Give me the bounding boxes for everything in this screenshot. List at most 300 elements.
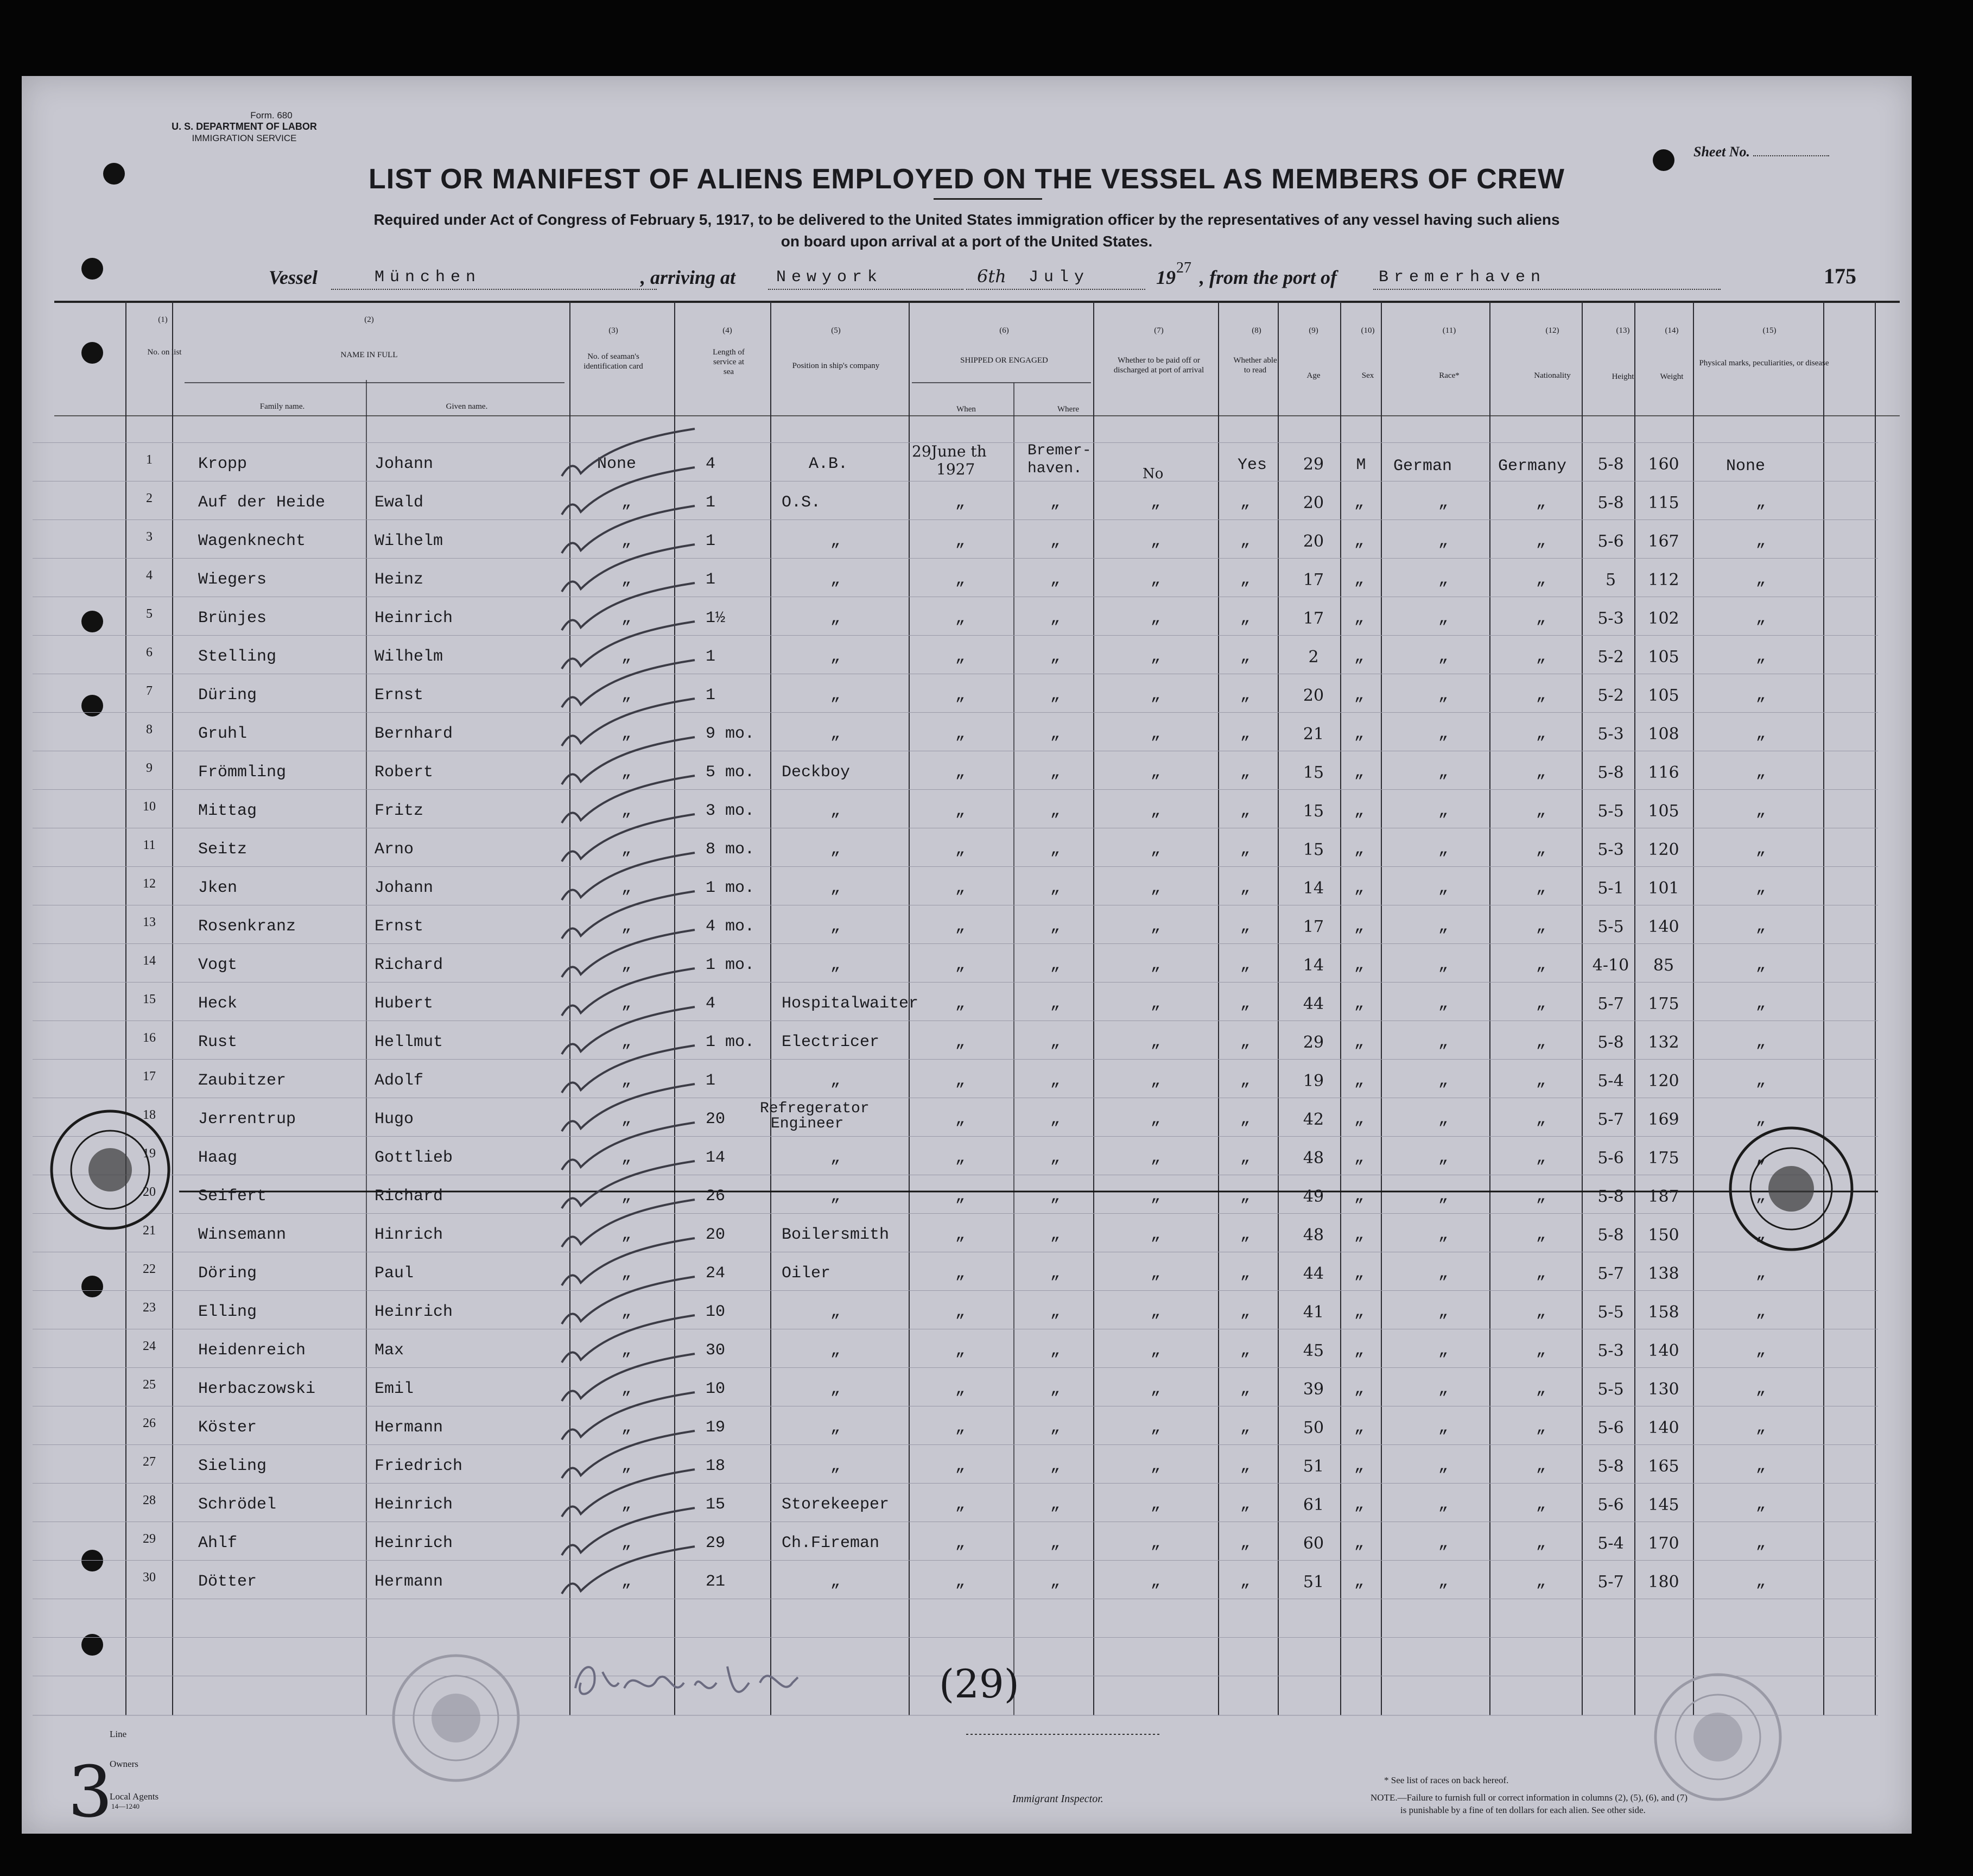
age: 44: [1303, 994, 1324, 1013]
position-ditto: „: [830, 648, 841, 666]
age: 50: [1303, 1418, 1324, 1437]
paid-off-ditto: „: [1151, 1149, 1161, 1167]
race-ditto: „: [1438, 725, 1449, 743]
family-name: Mittag: [198, 802, 257, 820]
sex-ditto: „: [1354, 802, 1365, 820]
row-number: 21: [143, 1224, 156, 1238]
race-ditto: „: [1438, 1149, 1449, 1167]
id-card-ditto: „: [621, 879, 632, 897]
total-count: (29): [939, 1661, 1019, 1707]
marks-ditto: „: [1756, 609, 1766, 628]
weight: 180: [1648, 1573, 1679, 1592]
shipped-when-ditto: „: [955, 493, 966, 512]
marks-ditto: „: [1756, 1418, 1766, 1437]
family-name: Wagenknecht: [198, 532, 306, 550]
shipped-where-ditto: „: [1050, 1341, 1061, 1360]
shipped-where-ditto: „: [1050, 686, 1061, 705]
read-ditto: „: [1240, 532, 1251, 550]
nationality-ditto: „: [1536, 1149, 1546, 1167]
col13-number: (13): [1616, 326, 1630, 335]
height: 5-8: [1597, 455, 1624, 474]
length-of-service: 19: [706, 1418, 726, 1437]
family-name: Herbaczowski: [198, 1380, 316, 1398]
marks-ditto: „: [1756, 802, 1766, 820]
height: 5-8: [1597, 1457, 1624, 1476]
id-card-ditto: „: [621, 1573, 632, 1591]
shipped-where-ditto: „: [1050, 725, 1061, 743]
family-name: Frömmling: [198, 763, 287, 782]
arrival-year-suffix: 27: [1176, 259, 1191, 276]
given-name: Ernst: [375, 686, 424, 705]
nationality-ditto: „: [1536, 1380, 1546, 1398]
marks-ditto: „: [1756, 1264, 1766, 1283]
read-ditto: „: [1240, 725, 1251, 743]
position-ditto: „: [830, 1149, 841, 1167]
length-of-service: 1½: [706, 609, 726, 628]
given-name: Hubert: [375, 994, 434, 1013]
weight: 120: [1648, 1072, 1679, 1091]
given-name: Hinrich: [375, 1226, 443, 1244]
shipped-where-1: Bremer-: [1027, 442, 1092, 459]
row-number: 27: [143, 1455, 156, 1469]
height: 4-10: [1592, 956, 1629, 975]
age: 39: [1303, 1380, 1324, 1399]
given-name: Heinrich: [375, 609, 453, 628]
shipped-where-ditto: „: [1050, 802, 1061, 820]
sex-ditto: „: [1354, 1573, 1365, 1591]
race-ditto: „: [1438, 1033, 1449, 1051]
shipped-when-ditto: „: [955, 1033, 966, 1051]
family-name: Sieling: [198, 1457, 267, 1475]
read-ditto: „: [1240, 763, 1251, 782]
nationality-ditto: „: [1536, 1072, 1546, 1090]
col11-number: (11): [1442, 326, 1456, 335]
col12-header: Nationality: [1534, 371, 1571, 380]
shipped-where-ditto: „: [1050, 1380, 1061, 1398]
given-name: Wilhelm: [375, 648, 443, 666]
marks-ditto: „: [1756, 686, 1766, 705]
given-name: Adolf: [375, 1072, 424, 1090]
given-name: Ewald: [375, 493, 424, 512]
height: 5-7: [1597, 994, 1624, 1013]
col15-header: Physical marks, peculiarities, or disease: [1699, 359, 1829, 367]
length-of-service: 21: [706, 1573, 726, 1591]
shipped-where-ditto: „: [1050, 1033, 1061, 1051]
arrival-month: July: [1029, 268, 1090, 287]
shipped-when-ditto: „: [955, 1418, 966, 1437]
punch-hole: [81, 695, 103, 717]
length-of-service: 5 mo.: [706, 763, 755, 782]
height: 5-8: [1597, 1033, 1624, 1052]
paid-off-ditto: „: [1151, 571, 1161, 589]
marks-ditto: „: [1756, 763, 1766, 782]
inspector-signature: [564, 1650, 868, 1715]
sex-ditto: „: [1354, 994, 1365, 1013]
nationality-ditto: „: [1536, 1457, 1546, 1475]
nationality-ditto: „: [1536, 879, 1546, 897]
arrival-day: 6th: [977, 266, 1006, 287]
weight: 132: [1648, 1033, 1679, 1052]
nationality-ditto: „: [1536, 1341, 1546, 1360]
length-of-service: 1: [706, 648, 716, 666]
age: 19: [1303, 1072, 1324, 1091]
shipped-where-ditto: „: [1050, 1072, 1061, 1090]
family-name: Gruhl: [198, 725, 248, 743]
family-name: Auf der Heide: [198, 493, 326, 512]
read-ditto: „: [1240, 1033, 1251, 1051]
shipped-where-ditto: „: [1050, 1573, 1061, 1591]
position: Boilersmith: [782, 1226, 890, 1244]
shipped-where-ditto: „: [1050, 648, 1061, 666]
paid-off-ditto: „: [1151, 1033, 1161, 1051]
shipped-when-ditto: „: [955, 609, 966, 628]
row-number: 17: [143, 1069, 156, 1083]
length-of-service: 4: [706, 455, 716, 473]
age: 42: [1303, 1110, 1324, 1129]
read-ditto: „: [1240, 1380, 1251, 1398]
col9-number: (9): [1309, 326, 1318, 335]
race-ditto: „: [1438, 1187, 1449, 1206]
sex-ditto: „: [1354, 1380, 1365, 1398]
weight: 150: [1648, 1226, 1679, 1245]
row-number: 18: [143, 1108, 156, 1122]
race-ditto: „: [1438, 1573, 1449, 1591]
sex-ditto: „: [1354, 1110, 1365, 1129]
age: 41: [1303, 1303, 1324, 1322]
marks-ditto: „: [1756, 532, 1766, 550]
position-ditto: „: [830, 532, 841, 550]
row-number: 8: [146, 722, 153, 737]
read-ditto: „: [1240, 1072, 1251, 1090]
col7-header: Whether to be paid off or discharged at port of arrival: [1113, 356, 1204, 375]
length-of-service: 1: [706, 571, 716, 589]
shipped-when-ditto: „: [955, 686, 966, 705]
position-ditto: „: [830, 956, 841, 974]
col6a-header: When: [956, 405, 976, 414]
age: 21: [1303, 725, 1324, 744]
shipped-where-ditto: „: [1050, 532, 1061, 550]
height: 5-5: [1597, 1303, 1624, 1322]
weight: 120: [1648, 840, 1679, 859]
marks-ditto: „: [1756, 956, 1766, 974]
position-ditto: „: [830, 1380, 841, 1398]
paid-off-no: No: [1143, 466, 1164, 482]
shipped-where-ditto: „: [1050, 1418, 1061, 1437]
shipped-when-ditto: „: [955, 763, 966, 782]
sex-ditto: „: [1354, 1072, 1365, 1090]
consulate-stamp: [1650, 1669, 1786, 1805]
age: 51: [1303, 1573, 1324, 1592]
shipped-when-ditto: „: [955, 1573, 966, 1591]
row-number: 13: [143, 915, 156, 929]
family-name: Haag: [198, 1149, 238, 1167]
id-card-ditto: „: [621, 648, 632, 666]
sex-ditto: „: [1354, 763, 1365, 782]
shipped-when-ditto: „: [955, 1149, 966, 1167]
family-name: Schrödel: [198, 1495, 277, 1514]
age: 17: [1303, 609, 1324, 628]
length-of-service: 1: [706, 532, 716, 550]
shipped-where-ditto: „: [1050, 1457, 1061, 1475]
sex-ditto: „: [1354, 956, 1365, 974]
race-ditto: „: [1438, 1072, 1449, 1090]
paid-off-ditto: „: [1151, 1341, 1161, 1360]
shipped-when-ditto: „: [955, 1303, 966, 1321]
sex-ditto: „: [1354, 571, 1365, 589]
row-number: 14: [143, 954, 156, 968]
id-card-ditto: „: [621, 840, 632, 859]
paid-off-ditto: „: [1151, 725, 1161, 743]
age: 60: [1303, 1534, 1324, 1553]
age: 44: [1303, 1264, 1324, 1283]
weight: 102: [1648, 609, 1679, 628]
marks-ditto: „: [1756, 917, 1766, 936]
weight: 108: [1648, 725, 1679, 744]
weight: 169: [1648, 1110, 1679, 1129]
shipped-when-1: 29June th: [912, 442, 987, 460]
marks-ditto: „: [1756, 1226, 1766, 1244]
shipped-when-ditto: „: [955, 1110, 966, 1129]
age: 17: [1303, 571, 1324, 590]
sex-ditto: „: [1354, 1341, 1365, 1360]
race-ditto: „: [1438, 1264, 1449, 1283]
inspector-label: Immigrant Inspector.: [1012, 1793, 1103, 1805]
age: 20: [1303, 686, 1324, 705]
line-label: Line: [110, 1729, 127, 1739]
height: 5-7: [1597, 1264, 1624, 1283]
position: Hospitalwaiter: [782, 994, 919, 1013]
row-number: 30: [143, 1570, 156, 1585]
nationality-ditto: „: [1536, 648, 1546, 666]
position-ditto: „: [830, 1303, 841, 1321]
col7-number: (7): [1154, 326, 1164, 335]
length-of-service: 4: [706, 994, 716, 1013]
shipped-when-ditto: „: [955, 532, 966, 550]
given-name: Robert: [375, 763, 434, 782]
length-of-service: 1 mo.: [706, 1033, 755, 1051]
family-name: Winsemann: [198, 1226, 287, 1244]
shipped-when-ditto: „: [955, 994, 966, 1013]
race-ditto: „: [1438, 571, 1449, 589]
family-name: Zaubitzer: [198, 1072, 287, 1090]
row-number: 2: [146, 491, 153, 505]
paid-off-ditto: „: [1151, 1380, 1161, 1398]
length-of-service: 20: [706, 1226, 726, 1244]
given-name: Heinrich: [375, 1495, 453, 1514]
row-number: 26: [143, 1416, 156, 1430]
id-card-ditto: „: [621, 686, 632, 705]
subtitle-line-2: on board upon arrival at a port of the United States.: [781, 233, 1153, 250]
length-of-service: 14: [706, 1149, 726, 1167]
given-name: Bernhard: [375, 725, 453, 743]
vessel-name: München: [375, 268, 481, 287]
id-card-ditto: „: [621, 1264, 632, 1283]
id-card-ditto: „: [621, 1418, 632, 1437]
row-number: 3: [146, 530, 153, 544]
read-ditto: „: [1240, 840, 1251, 859]
marks-ditto: „: [1756, 493, 1766, 512]
shipped-when-2: 1927: [936, 460, 975, 478]
shipped-when-ditto: „: [955, 725, 966, 743]
nationality-ditto: „: [1536, 1418, 1546, 1437]
shipped-where-ditto: „: [1050, 609, 1061, 628]
weight: 167: [1648, 532, 1679, 551]
nationality-ditto: „: [1536, 725, 1546, 743]
col14-header: Weight: [1660, 372, 1684, 381]
length-of-service: 10: [706, 1303, 726, 1321]
col4-header: Length of service at sea: [713, 348, 745, 376]
marks-ditto: „: [1756, 1303, 1766, 1321]
age: 29: [1303, 1033, 1324, 1052]
nationality-ditto: „: [1536, 571, 1546, 589]
shipped-where-ditto: „: [1050, 763, 1061, 782]
position-ditto: „: [830, 1418, 841, 1437]
consulate-stamp: [1726, 1124, 1856, 1254]
race-ditto: „: [1438, 1418, 1449, 1437]
age: 48: [1303, 1149, 1324, 1168]
paid-off-ditto: „: [1151, 648, 1161, 666]
read-ditto: „: [1240, 1149, 1251, 1167]
length-of-service: 30: [706, 1341, 726, 1360]
row-number: 16: [143, 1031, 156, 1045]
read-ditto: „: [1240, 1264, 1251, 1283]
family-name: Stelling: [198, 648, 277, 666]
family-name: Heidenreich: [198, 1341, 306, 1360]
nationality-ditto: „: [1536, 493, 1546, 512]
weight: 85: [1653, 956, 1674, 975]
height: 5-8: [1597, 763, 1624, 782]
page-number: 175: [1824, 264, 1856, 288]
length-of-service: 10: [706, 1380, 726, 1398]
sex-ditto: „: [1354, 917, 1365, 936]
id-card-ditto: „: [621, 609, 632, 628]
race-ditto: „: [1438, 994, 1449, 1013]
paid-off-ditto: „: [1151, 1226, 1161, 1244]
able-to-read-yes: Yes: [1238, 456, 1267, 474]
weight: 140: [1648, 917, 1679, 936]
nationality-ditto: „: [1536, 686, 1546, 705]
sex-m: M: [1356, 456, 1366, 474]
title-underline: [934, 198, 1042, 200]
id-card-ditto: „: [621, 763, 632, 782]
age: 2: [1308, 648, 1319, 667]
punch-hole: [81, 1550, 103, 1571]
read-ditto: „: [1240, 1534, 1251, 1552]
shipped-where-ditto: „: [1050, 493, 1061, 512]
height: 5-3: [1597, 609, 1624, 628]
shipped-when-ditto: „: [955, 1495, 966, 1514]
shipped-where-ditto: „: [1050, 1110, 1061, 1129]
position: Deckboy: [782, 763, 851, 782]
read-ditto: „: [1240, 686, 1251, 705]
read-ditto: „: [1240, 1573, 1251, 1591]
length-of-service: 26: [706, 1187, 726, 1206]
row-number: 1: [146, 453, 153, 467]
family-name: Heck: [198, 994, 238, 1013]
read-ditto: „: [1240, 1341, 1251, 1360]
race-ditto: „: [1438, 493, 1449, 512]
family-name: Döring: [198, 1264, 257, 1283]
sex-ditto: „: [1354, 609, 1365, 628]
id-card-ditto: „: [621, 725, 632, 743]
family-name: Düring: [198, 686, 257, 705]
col11-header: Race*: [1439, 371, 1460, 380]
family-name: Vogt: [198, 956, 238, 974]
race-ditto: „: [1438, 1380, 1449, 1398]
sex-ditto: „: [1354, 1457, 1365, 1475]
arrival-year-prefix: 19: [1156, 267, 1176, 288]
nationality-ditto: „: [1536, 1033, 1546, 1051]
length-of-service: 1 mo.: [706, 956, 755, 974]
shipped-when-ditto: „: [955, 571, 966, 589]
shipped-where-ditto: „: [1050, 1187, 1061, 1206]
id-card-ditto: „: [621, 802, 632, 820]
sex-ditto: „: [1354, 493, 1365, 512]
col1-number: (1): [158, 315, 168, 324]
sex-ditto: „: [1354, 1495, 1365, 1514]
page-subtitle: [22, 209, 1912, 252]
shipped-where-ditto: „: [1050, 1149, 1061, 1167]
nationality-ditto: „: [1536, 1573, 1546, 1591]
paid-off-ditto: „: [1151, 917, 1161, 936]
marks-ditto: „: [1756, 1573, 1766, 1591]
col2-number: (2): [364, 315, 374, 324]
family-name: Seitz: [198, 840, 248, 859]
page-mark: 3: [68, 1751, 113, 1833]
note-line-1: NOTE.—Failure to furnish full or correct information in columns (2), (5), (6), and (7): [1371, 1792, 1687, 1803]
paid-off-ditto: „: [1151, 1457, 1161, 1475]
family-name: Jken: [198, 879, 238, 897]
height: 5-6: [1597, 1495, 1624, 1514]
sex-ditto: „: [1354, 725, 1365, 743]
weight: 101: [1648, 879, 1679, 898]
race-ditto: „: [1438, 956, 1449, 974]
race-ditto: „: [1438, 1534, 1449, 1552]
marks-ditto: „: [1756, 571, 1766, 589]
nationality-ditto: „: [1536, 840, 1546, 859]
id-card-ditto: „: [621, 1495, 632, 1514]
given-name: Emil: [375, 1380, 414, 1398]
nationality-ditto: „: [1536, 956, 1546, 974]
col14-number: (14): [1665, 326, 1679, 335]
race-note: * See list of races on back hereof.: [1384, 1775, 1509, 1785]
age: 49: [1303, 1187, 1324, 1206]
paid-off-ditto: „: [1151, 609, 1161, 628]
sex-ditto: „: [1354, 648, 1365, 666]
col8-number: (8): [1252, 326, 1261, 335]
arriving-label: , arriving at: [640, 267, 736, 288]
length-of-service: 18: [706, 1457, 726, 1475]
weight: 115: [1648, 493, 1679, 512]
height: 5-5: [1597, 802, 1624, 821]
shipped-where-ditto: „: [1050, 1495, 1061, 1514]
paid-off-ditto: „: [1151, 1110, 1161, 1129]
paid-off-ditto: „: [1151, 879, 1161, 897]
family-name: Wiegers: [198, 571, 267, 589]
col6-header: SHIPPED OR ENGAGED: [960, 356, 1048, 365]
sex-ditto: „: [1354, 879, 1365, 897]
race-ditto: „: [1438, 686, 1449, 705]
height: 5-4: [1597, 1534, 1624, 1553]
consulate-stamp: [48, 1107, 173, 1232]
length-of-service: 1: [706, 686, 716, 705]
given-name: Richard: [375, 1187, 443, 1206]
family-name: Kropp: [198, 455, 248, 473]
age: 61: [1303, 1495, 1324, 1514]
age: 14: [1303, 879, 1324, 898]
length-of-service: 29: [706, 1534, 726, 1552]
position: O.S.: [782, 493, 821, 512]
